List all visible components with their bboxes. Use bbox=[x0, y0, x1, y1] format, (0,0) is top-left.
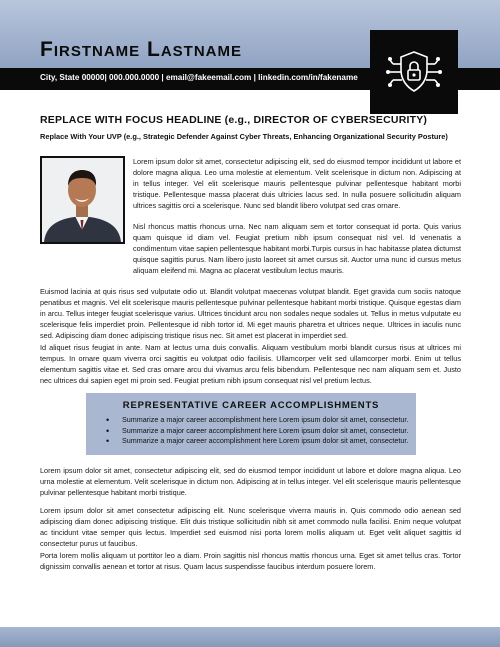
logo-box bbox=[370, 30, 458, 114]
accomplishments-list bbox=[104, 415, 409, 447]
body-paragraph-3: Euismod lacinia at quis risus sed vulputate odio ut. Blandit volutpat maecenas volutpat blandit. Eget gravida cum sociis natoque penatibus et magnis. Vel elit scelerisque mauris pellentesque pulvinar pellentesque habitant morbi tristique. Quisque egestas diam in arcu. Tellus integer feugiat scelerisque varius. Ultrices tincidunt arcu non sodales neque sodales ut. Tellus in metus vulputate eu scelerisque felis imperdiet proin. Pellentesque id nibh tortor id. Mi eget mauris pharetra et ultrices neque. Ultrices in iaculis nunc sed. Adipiscing diam donec adipiscing tristique risus nec. Sit amet est placerat in imperdiet sed. bbox=[40, 287, 461, 340]
shield-lock-circuit-icon bbox=[384, 42, 444, 102]
intro-paragraph-1: Lorem ipsum dolor sit amet, consectetur adipiscing elit, sed do eiusmod tempor incididunt ut labore et dolore magna aliqua. Leo urna molestie at elementum. Velit scelerisque in dictum non. Adipiscing at in tellus integer. Vel elit scelerisque mauris pellentesque pulvinar pellentesque habitant morbi tristique. Pellentesque massa placerat duis ultricies lacus sed. In nulla posuere sollicitudin aliquam ultrices sagittis orci a scelerisque. Nunc sed blandit libero volutpat sed cras ornare. bbox=[133, 157, 461, 210]
body-paragraph-7: Porta lorem mollis aliquam ut porttitor leo a diam. Proin sagittis nisl rhoncus mattis rhoncus urna. Eget sit amet tellus cras. Tortor dignissim convallis aenean et tortor at risus. Quam lacus suspendisse faucibus interdum posuere lorem. bbox=[40, 551, 461, 571]
body-paragraph-6: Lorem ipsum dolor sit amet consectetur adipiscing elit. Nunc scelerisque viverra mauris in. Quis commodo odio aenean sed adipiscing diam donec adipiscing tristique. Elit duis tristique sollicitudin nibh sit amet commodo nulla facilisi. Enim neque volutpat ac tincidunt vitae semper quis lectus. Imperdiet sed euismod nisi porta lorem mollis aliquam ut. Eget velit aliquet sagittis id consectetur purus ut faucibus. bbox=[40, 506, 461, 548]
accomplishment-item: • Summarize a major career accomplishment here Lorem ipsum dolor sit amet, consectetur. bbox=[104, 426, 409, 437]
accomplishments-box bbox=[86, 393, 416, 455]
body-paragraph-5: Lorem ipsum dolor sit amet, consectetur adipiscing elit, sed do eiusmod tempor incididunt ut labore et dolore magna aliqua. Leo urna molestie at elementum. Velit scelerisque in dictum non. Adipiscing at in tellus integer. Vel elit scelerisque mauris pellentesque pulvinar pellentesque habitant morbi tristique. bbox=[40, 466, 461, 497]
accomplishments-title: REPRESENTATIVE CAREER ACCOMPLISHMENTS bbox=[122, 400, 380, 411]
contact-info: City, State 00000| 000.000.0000 | email@fakeemail.com | linkedin.com/in/fakename bbox=[40, 73, 358, 82]
body-paragraph-4: Id aliquet risus feugiat in ante. Nam at lectus urna duis convallis. Aliquam vestibulum morbi blandit cursus risus at ultrices mi tempus. In ornare quam viverra orci sagittis eu volutpat odio facilisis. Ullamcorper velit sed ullamcorper morbi. Enim ut tellus elementum sagittis vitae et. Sed cras ornare arcu dui vivamus arcu felis bibendum. Pellentesque nec nam aliquam sem et. Justo nec ultrices dui sapien eget mi proin sed. Feugiat pretium nibh ipsum consequat nisl vel pretium lectus. bbox=[40, 343, 461, 385]
uvp-statement: Replace With Your UVP (e.g., Strategic Defender Against Cyber Threats, Enhancing Organizational Security Posture) bbox=[40, 132, 448, 141]
headshot-illustration bbox=[42, 158, 123, 242]
accomplishment-item: • Summarize a major career accomplishment here Lorem ipsum dolor sit amet, consectetur. bbox=[104, 436, 409, 447]
focus-headline: REPLACE WITH FOCUS HEADLINE (e.g., DIRECTOR OF CYBERSECURITY) bbox=[40, 114, 428, 126]
accomplishment-item: • Summarize a major career accomplishment here Lorem ipsum dolor sit amet, consectetur. bbox=[104, 415, 409, 426]
footer-band bbox=[0, 627, 500, 647]
candidate-name: Firstname Lastname bbox=[40, 38, 242, 61]
professional-headshot-photo bbox=[40, 156, 125, 244]
intro-paragraph-2: Nisl rhoncus mattis rhoncus urna. Nec nam aliquam sem et tortor consequat id porta. Quis varius quam quisque id diam vel. Feugiat pretium nibh ipsum consequat nisl vel. Id venenatis a condimentum vitae sapien pellentesque habitant morbi.Turpis cursus in hac habitasse platea dictumst quisque sagittis purus. Nam libero justo laoreet sit amet cursus sit. Auctor urna nunc id cursus metus aliquam eleifend mi. Magna ac placerat vestibulum lectus mauris. bbox=[133, 222, 461, 275]
